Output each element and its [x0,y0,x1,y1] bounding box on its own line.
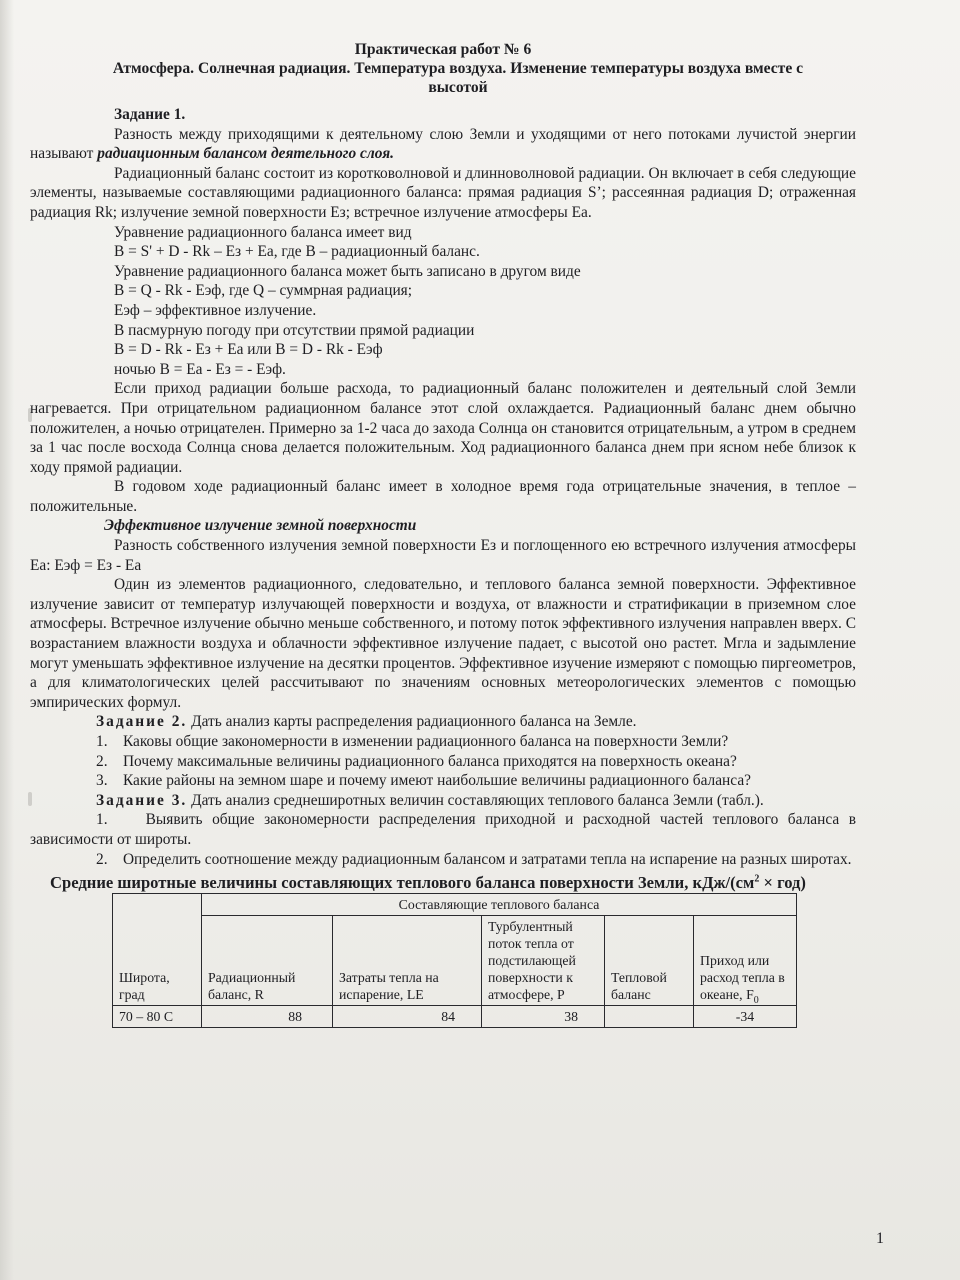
cell-evaporation: 84 [333,1006,482,1028]
cell-latitude: 70 – 80 С [113,1006,202,1028]
balance-sign-paragraph: Если приход радиации больше расхода, то радиационный баланс положителен и деятельный слой Земли нагревается. При отрицательном радиационном балансе этот слой охлаждается. Радиационный баланс днем обычно положителен, а ночью отрицателен. Примерно за 1-2 часа до захода Солнца он становится отрицательным, а утром в среднем за 1 час после восхода Солнца снова делается положительным. Ход радиационного баланса днем при ясном небе близок к ходу прямой радиации. [30,380,856,476]
annual-course-paragraph: В годовом ходе радиационный баланс имеет в холодное время года отрицательные значения, в теплое – положительные. [30,478,856,515]
page-edge-shadow [0,0,14,1280]
question-number: 1. [96,811,108,829]
table-caption-superscript: 2 [754,873,760,885]
equation-line: Еэф – эффективное излучение. [114,301,317,319]
table-row [113,1006,797,1028]
table-subheader-row [113,916,797,1006]
task2-question [30,771,856,791]
task1-definition-text: Разность между приходящими к деятельному слою Земли и уходящими от него потоками лучистой энергии называют [30,125,856,163]
effective-radiation-definition: Разность собственного излучения земной поверхности Ез и поглощенного ею встречного излучения атмосферы Еа: Еэф = Ез - Еа [30,537,856,574]
equation-line: B = Q - Rk - Еэф, где Q – суммрная радиация; [114,282,413,300]
question-number: 3. [96,772,108,790]
question-text: Выявить общие закономерности распределения приходной и расходной частей теплового баланса в зависимости от широты. [30,811,856,848]
task1-components: Радиационный баланс состоит из коротковолновой и длинноволновой радиации. Он включает в себя следующие элементы, называемые составляющими радиационного баланса: прямая радиация S’; рассеянная радиация D; отраженная радиация Rk; излучение земной поверхности Ез; встречное излучение атмосферы Еа. [30,164,856,221]
title-line-1: Практическая работ № 6 [354,41,532,58]
question-number: 1. [96,733,108,750]
table-header-row [113,894,797,916]
effective-radiation-paragraph: Один из элементов радиационного, следовательно, и теплового баланса земной поверхности. Эффективное излучение зависит от температур излучающей поверхности и воздуха, от влажности и стратификации в приземном слое атмосферы. Встречное излучение обычно меньше собственного, и потому поток эффективного излучения направлен вверх. С возрастанием влажности воздуха и облачности эффективное излучение падает, с высотой оно растет. Мгла и задымление могут уменьшать эффективное излучение на десятки процентов. Эффективное изучение измеряют с помощью пиргеометров, а для климатологических целей рассчитывают по значениям основных метеорологических элементов с помощью эмпирических формул. [30,576,856,711]
task2-intro-text: Дать анализ карты распределения радиационного баланса на Земле. [187,713,637,731]
task2-question [30,732,856,752]
cell-turbulent-flux: 38 [482,1006,605,1028]
table-caption-text: Средние широтные величины составляющих теплового баланса поверхности Земли, кДж/(см [50,873,755,893]
header-ocean-heat-subscript: 0 [753,994,759,1006]
cell-ocean-heat: -34 [694,1006,797,1028]
header-ocean-heat [694,916,797,1006]
cell-radiation-balance: 88 [202,1006,333,1028]
title-line-2: Атмосфера. Солнечная радиация. Температура воздуха. Изменение температуры воздуха вместе с высотой [112,60,804,96]
task3-question [30,810,856,849]
header-group: Составляющие теплового баланса [202,894,797,916]
task3-intro [30,791,856,811]
equation-line: B = D - Rk - Ез + Еа или B = D - Rk - Еэф [114,341,383,359]
task2-question [30,752,856,772]
equation-line: Уравнение радиационного баланса имеет вид [114,223,412,241]
task2-heading: Задание 2. [96,713,188,731]
equation-line: В пасмурную погоду при отсутствии прямой радиации [114,321,475,339]
task3-heading: Задание 3. [96,791,188,809]
equation-line: ночью B = Еа - Ез = - Еэф. [114,360,286,378]
header-ocean-heat-text: Приход или расход тепла в океане, F [700,953,785,1003]
task2-intro [30,712,856,732]
task1-definition-term: радиационным балансом деятельного слоя. [97,145,394,163]
cell-heat-balance [605,1006,694,1028]
question-number: 2. [96,752,108,770]
equation-line: Уравнение радиационного баланса может быть записано в другом виде [114,262,581,280]
document-body [30,40,856,1028]
header-evaporation: Затраты тепла на испарение, LE [333,916,482,1006]
table-caption [30,872,856,893]
question-text: Почему максимальные величины радиационного баланса приходятся на поверхность океана? [122,752,737,770]
task3-intro-text: Дать анализ среднеширотных величин составляющих теплового баланса Земли (табл.). [187,791,764,809]
table-caption-tail: × год) [759,873,806,893]
header-radiation-balance: Радиационный баланс, R [202,916,333,1006]
equation-line: B = S' + D - Rk – Ез + Еа, где В – радиационный баланс. [114,243,480,261]
question-text: Каковы общие закономерности в изменении радиационного баланса на поверхности Земли? [122,733,729,750]
question-text: Определить соотношение между радиационным балансом и затратами тепла на испарение на разных широтах. [122,850,852,868]
task1-heading: Задание 1. [114,106,186,123]
header-heat-balance: Тепловой баланс [605,916,694,1006]
task3-question [30,850,856,870]
header-turbulent-flux: Турбулентный поток тепла от подстилающей поверхности к атмосфере, P [482,916,605,1006]
question-text: Какие районы на земном шаре и почему имеют наибольшие величины радиационного баланса? [122,772,751,790]
question-number: 2. [96,850,108,868]
header-latitude: Широта, град [113,894,202,1006]
task1-definition [30,125,856,164]
heat-balance-table [112,893,797,1028]
page-number: 1 [876,1230,884,1247]
page-title [30,40,856,97]
equation-block [30,223,856,380]
effective-radiation-heading: Эффективное излучение земной поверхности [104,517,417,535]
